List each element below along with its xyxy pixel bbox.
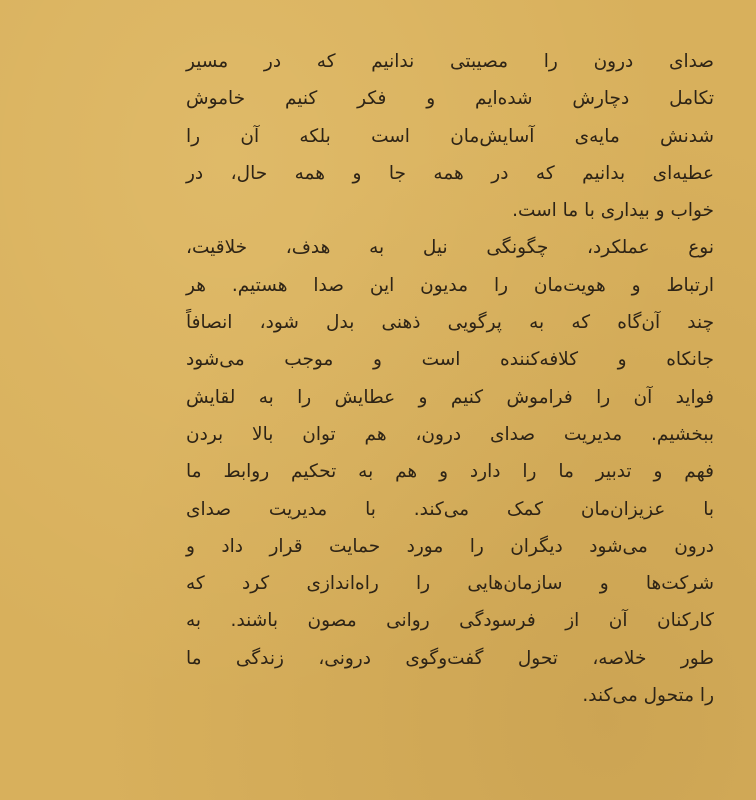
text-line: خواب و بیداری با ما است. <box>512 200 714 222</box>
text-line: فهم و تدبیر ما را دارد و هم به تحکیم روابط ما <box>186 461 714 483</box>
text-line: شدنش مایه‌ی آسایش‌مان است بلکه آن را <box>186 125 714 147</box>
text-line: را متحول می‌کند. <box>582 685 714 707</box>
text-line: با عزیزان‌مان کمک می‌کند. با مدیریت صدای <box>186 498 714 520</box>
text-line: صدای درون را مصیبتی ندانیم که در مسیر <box>186 51 714 72</box>
text-line: کارکنان آن از فرسودگی روانی مصون باشند. به <box>186 610 714 632</box>
text-line: طور خلاصه، تحول گفت‌وگوی درونی، زندگی ما <box>186 647 714 669</box>
text-line: تکامل دچارش شده‌ایم و فکر کنیم خاموش <box>186 88 714 110</box>
text-line: شرکت‌ها و سازمان‌هایی را راه‌اندازی کرد که <box>186 573 714 595</box>
text-line: درون می‌شود دیگران را مورد حمایت قرار داد و <box>186 535 714 557</box>
text-line: ببخشیم. مدیریت صدای درون، هم توان بالا بردن <box>186 423 714 445</box>
text-line: جانکاه و کلافه‌کننده است و موجب می‌شود <box>186 349 714 371</box>
body-text <box>186 43 714 714</box>
text-line: چند آن‌گاه که به پرگویی ذهنی بدل شود، انصافاً <box>186 312 714 334</box>
text-line: ارتباط و هویت‌مان را مدیون این صدا هستیم. هر <box>186 274 714 296</box>
text-line: نوع عملکرد، چگونگی نیل به هدف، خلاقیت، <box>186 237 714 259</box>
text-line: فواید آن را فراموش کنیم و عطایش را به لقایش <box>186 386 714 408</box>
text-line: عطیه‌ای بدانیم که در همه جا و همه حال، در <box>186 162 714 184</box>
